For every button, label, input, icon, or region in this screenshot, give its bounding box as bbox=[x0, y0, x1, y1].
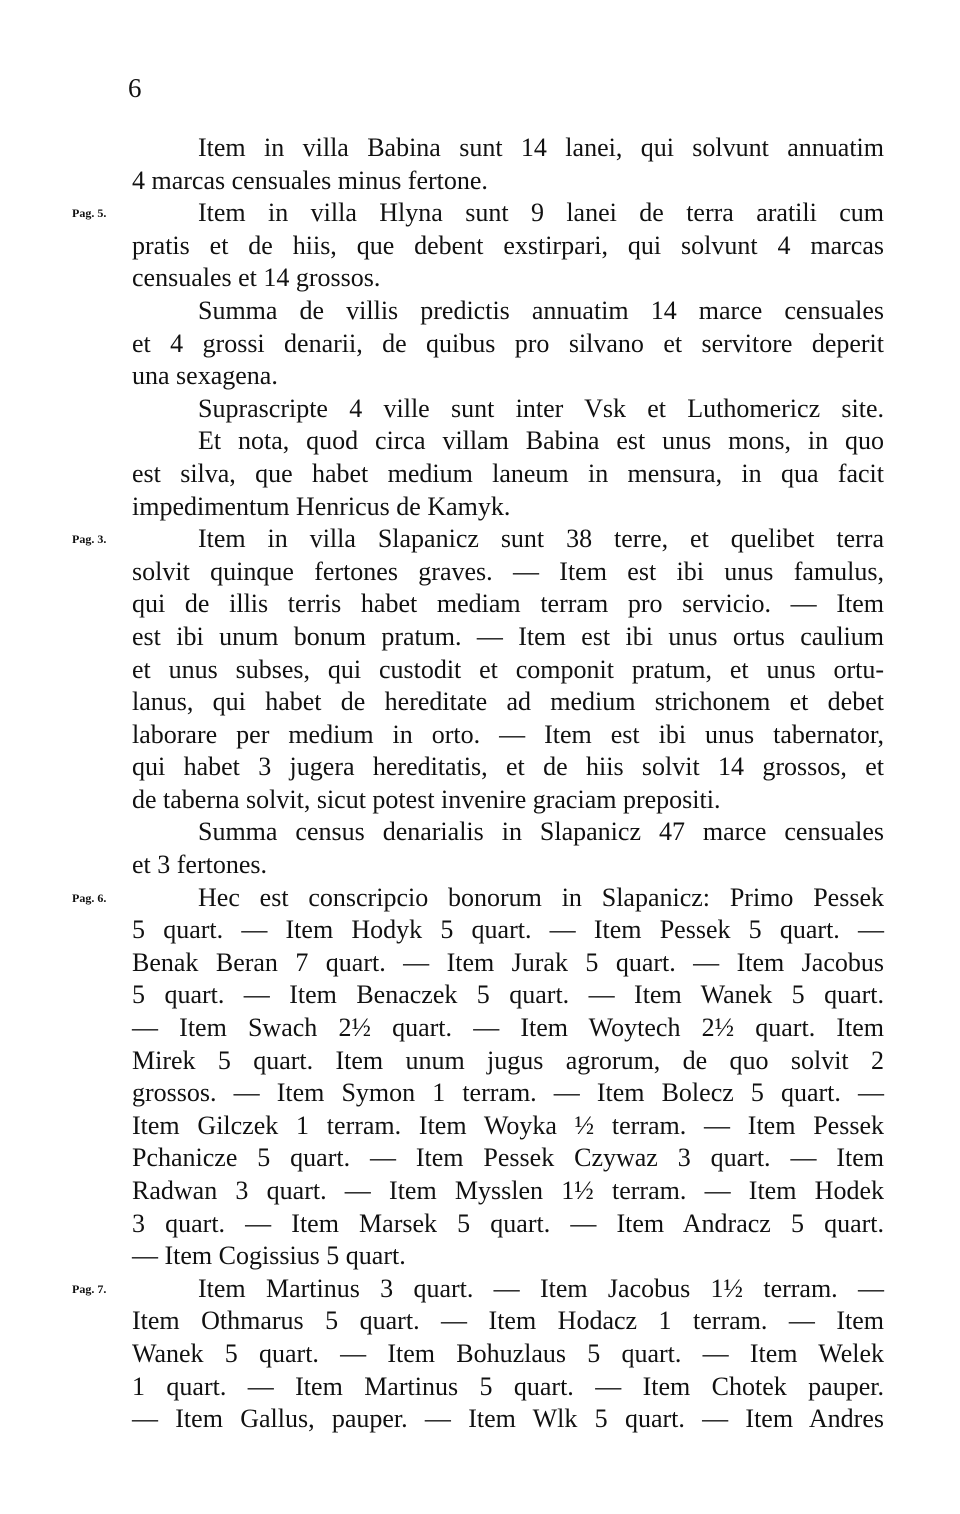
text-line: 5 quart. — Item Hodyk 5 quart. — Item Pessek 5 quart. — bbox=[132, 915, 884, 945]
text-line: 1 quart. — Item Martinus 5 quart. — Item Chotek pauper. bbox=[132, 1371, 884, 1401]
text-line: grossos. — Item Symon 1 terram. — Item Bolecz 5 quart. — bbox=[132, 1078, 884, 1108]
text-line: lanus, qui habet de hereditate ad medium strichonem et debet bbox=[132, 687, 884, 717]
text-line: Mirek 5 quart. Item unum jugus agrorum, de quo solvit 2 bbox=[132, 1045, 884, 1075]
text-line: Item Gilczek 1 terram. Item Woyka ½ terram. — Item Pessek bbox=[132, 1110, 884, 1140]
text-line: 5 quart. — Item Benaczek 5 quart. — Item Wanek 5 quart. bbox=[132, 980, 884, 1010]
text-line-with-margin-note bbox=[72, 523, 884, 556]
text-line: Et nota, quod circa villam Babina est unus mons, in quo bbox=[198, 426, 884, 456]
text-line-with-margin-note bbox=[72, 197, 884, 230]
text-line: laborare per medium in orto. — Item est ibi unus tabernator, bbox=[132, 719, 884, 749]
text-line: una sexagena. bbox=[132, 361, 278, 391]
text-line: qui de illis terris habet mediam terram pro servicio. — Item bbox=[132, 589, 884, 619]
text-line: — Item Swach 2½ quart. — Item Woytech 2½ quart. Item bbox=[132, 1013, 884, 1043]
text-line: qui habet 3 jugera hereditatis, et de hiis solvit 14 grossos, et bbox=[132, 752, 884, 782]
margin-page-reference: Pag. 7. bbox=[72, 1281, 107, 1296]
text-line: 4 marcas censuales minus fertone. bbox=[132, 165, 488, 195]
text-line: Pchanicze 5 quart. — Item Pessek Czywaz 3 quart. — Item bbox=[132, 1143, 884, 1173]
text-line: impedimentum Henricus de Kamyk. bbox=[132, 491, 511, 521]
text-line: est ibi unum bonum pratum. — Item est ibi unus ortus caulium bbox=[132, 621, 884, 651]
text-line: Suprascripte 4 ville sunt inter Vsk et Luthomericz site. bbox=[198, 393, 884, 423]
text-line: Radwan 3 quart. — Item Mysslen 1½ terram. — Item Hodek bbox=[132, 1176, 884, 1205]
text-line: de taberna solvit, sicut potest invenire graciam prepositi. bbox=[132, 784, 721, 814]
text-line: — Item Gallus, pauper. — Item Wlk 5 quart. — Item Andres bbox=[132, 1404, 884, 1434]
margin-page-reference: Pag. 6. bbox=[72, 890, 107, 905]
text-line: Item in villa Hlyna sunt 9 lanei de terra aratili cum bbox=[198, 198, 884, 228]
text-line: pratis et de hiis, que debent exstirpari, qui solvunt 4 marcas bbox=[132, 230, 884, 260]
text-line: Summa de villis predictis annuatim 14 marce censuales bbox=[198, 295, 884, 325]
text-line: et 3 fertones. bbox=[132, 850, 268, 880]
text-line: — Item Cogissius 5 quart. bbox=[132, 1241, 406, 1271]
text-line: Summa census denarialis in Slapanicz 47 marce censuales bbox=[198, 817, 884, 847]
margin-page-reference: Pag. 5. bbox=[72, 206, 107, 221]
text-line: censuales et 14 grossos. bbox=[132, 263, 381, 293]
text-line: solvit quinque fertones graves. — Item est ibi unus famulus, bbox=[132, 556, 884, 586]
text-line: 3 quart. — Item Marsek 5 quart. — Item Andracz 5 quart. bbox=[132, 1208, 884, 1238]
body-text bbox=[72, 132, 884, 1436]
text-line-with-margin-note bbox=[72, 882, 884, 915]
text-line: est silva, que habet medium laneum in mensura, in qua facit bbox=[132, 458, 884, 488]
text-line: Item in villa Slapanicz sunt 38 terre, et quelibet terra bbox=[198, 524, 884, 554]
text-line: Item in villa Babina sunt 14 lanei, qui solvunt annuatim bbox=[198, 133, 884, 162]
text-line: Wanek 5 quart. — Item Bohuzlaus 5 quart. — Item Welek bbox=[132, 1338, 884, 1368]
text-line: Item Martinus 3 quart. — Item Jacobus 1½ terram. — bbox=[198, 1273, 884, 1303]
margin-page-reference: Pag. 3. bbox=[72, 532, 107, 547]
text-line: et 4 grossi denarii, de quibus pro silvano et servitore deperit bbox=[132, 328, 884, 358]
text-line: et unus subses, qui custodit et componit pratum, et unus ortu- bbox=[132, 654, 884, 684]
text-line: Item Othmarus 5 quart. — Item Hodacz 1 terram. — Item bbox=[132, 1306, 884, 1336]
text-line: Benak Beran 7 quart. — Item Jurak 5 quart. — Item Jacobus bbox=[132, 947, 884, 977]
text-line: Hec est conscripcio bonorum in Slapanicz: Primo Pessek bbox=[198, 882, 884, 912]
page-number: 6 bbox=[128, 73, 142, 103]
text-line-with-margin-note bbox=[72, 1273, 884, 1306]
